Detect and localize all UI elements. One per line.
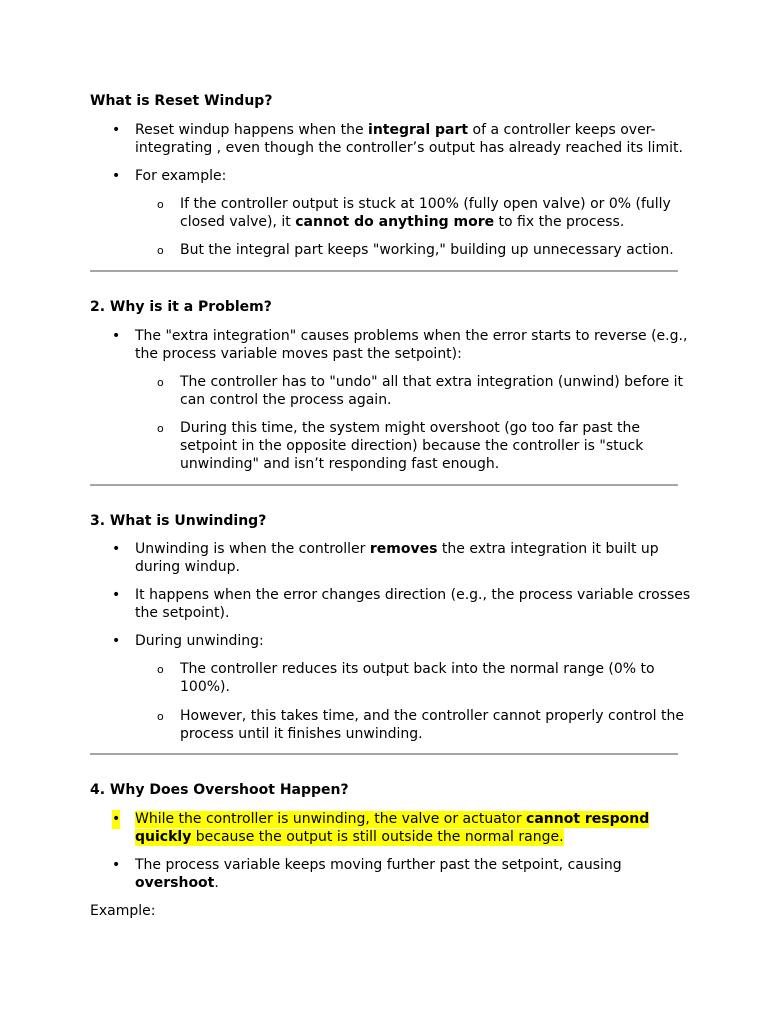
item-text: of a controller keeps over-integrating , even though the controller’s output has already reached its limit.	[135, 122, 683, 156]
section-heading-unwinding: 3. What is Unwinding?	[90, 513, 267, 529]
item-bold-text: removes	[369, 541, 438, 557]
section-heading-problem: 2. Why is it a Problem?	[90, 299, 272, 315]
list-item	[112, 540, 695, 576]
item-text: However, this takes time, and the controller cannot properly control the process until it finishes unwinding.	[180, 708, 684, 742]
item-text: .	[214, 875, 219, 891]
list-item	[112, 586, 695, 622]
sub-list-item	[157, 419, 690, 473]
example-label: Example:	[90, 903, 156, 919]
item-text: While the controller is unwinding, the valve or actuator	[135, 811, 527, 827]
list-item	[112, 121, 695, 157]
bullet-icon: •	[112, 122, 121, 138]
list-item	[112, 167, 695, 185]
horizontal-divider	[90, 753, 678, 755]
item-text: to fix the process.	[494, 214, 625, 230]
circle-bullet-icon: o	[157, 244, 164, 257]
bullet-icon: •	[112, 633, 121, 649]
horizontal-divider	[90, 270, 678, 272]
item-text: the extra integration it built up during windup.	[135, 541, 659, 575]
item-text: If the controller output is stuck at 100% (fully open valve) or 0% (fully closed valve), it	[180, 196, 671, 230]
item-text: Unwinding is when the controller	[135, 541, 370, 557]
highlighted-list-item	[112, 810, 695, 846]
list-item	[112, 632, 695, 650]
sub-list-item	[157, 707, 690, 743]
circle-bullet-icon: o	[157, 198, 164, 211]
list-item	[112, 856, 695, 892]
item-bold-text: overshoot	[135, 875, 215, 891]
item-bold-text: cannot do anything more	[295, 214, 495, 230]
list-item	[112, 327, 695, 363]
item-text: because the output is still outside the normal range.	[191, 829, 564, 845]
bullet-icon: •	[112, 857, 121, 873]
circle-bullet-icon: o	[157, 663, 164, 676]
bullet-icon: •	[112, 328, 121, 344]
sub-list-item	[157, 241, 690, 259]
item-text: For example:	[135, 168, 227, 184]
section-heading-reset-windup: What is Reset Windup?	[90, 93, 273, 109]
sub-list-item	[157, 660, 690, 696]
item-text: It happens when the error changes direction (e.g., the process variable crosses the setpoint).	[135, 587, 691, 621]
bullet-icon: •	[112, 587, 121, 603]
item-text: The process variable keeps moving further past the setpoint, causing	[135, 857, 622, 873]
item-bold-text: integral part	[368, 122, 469, 138]
bullet-icon: •	[112, 811, 121, 827]
circle-bullet-icon: o	[157, 710, 164, 723]
circle-bullet-icon: o	[157, 376, 164, 389]
item-text: The controller has to "undo" all that extra integration (unwind) before it can control the process again.	[180, 374, 684, 408]
circle-bullet-icon: o	[157, 422, 164, 435]
item-text: Reset windup happens when the	[135, 122, 369, 138]
sub-list-item	[157, 373, 690, 409]
section-heading-overshoot: 4. Why Does Overshoot Happen?	[90, 782, 349, 798]
item-text: But the integral part keeps "working," building up unnecessary action.	[180, 242, 674, 258]
item-text: The controller reduces its output back into the normal range (0% to 100%).	[180, 661, 655, 695]
item-bold-text: cannot respond quickly	[135, 811, 650, 845]
horizontal-divider	[90, 484, 678, 486]
bullet-icon: •	[112, 541, 121, 557]
item-text: During unwinding:	[135, 633, 264, 649]
sub-list-item	[157, 195, 690, 231]
item-text: During this time, the system might overshoot (go too far past the setpoint in the opposite direction) because the controller is "stuck unwinding" and isn’t responding fast enough.	[180, 420, 644, 472]
item-text: The "extra integration" causes problems when the error starts to reverse (e.g., the process variable moves past the setpoint):	[135, 328, 688, 362]
bullet-icon: •	[112, 168, 121, 184]
